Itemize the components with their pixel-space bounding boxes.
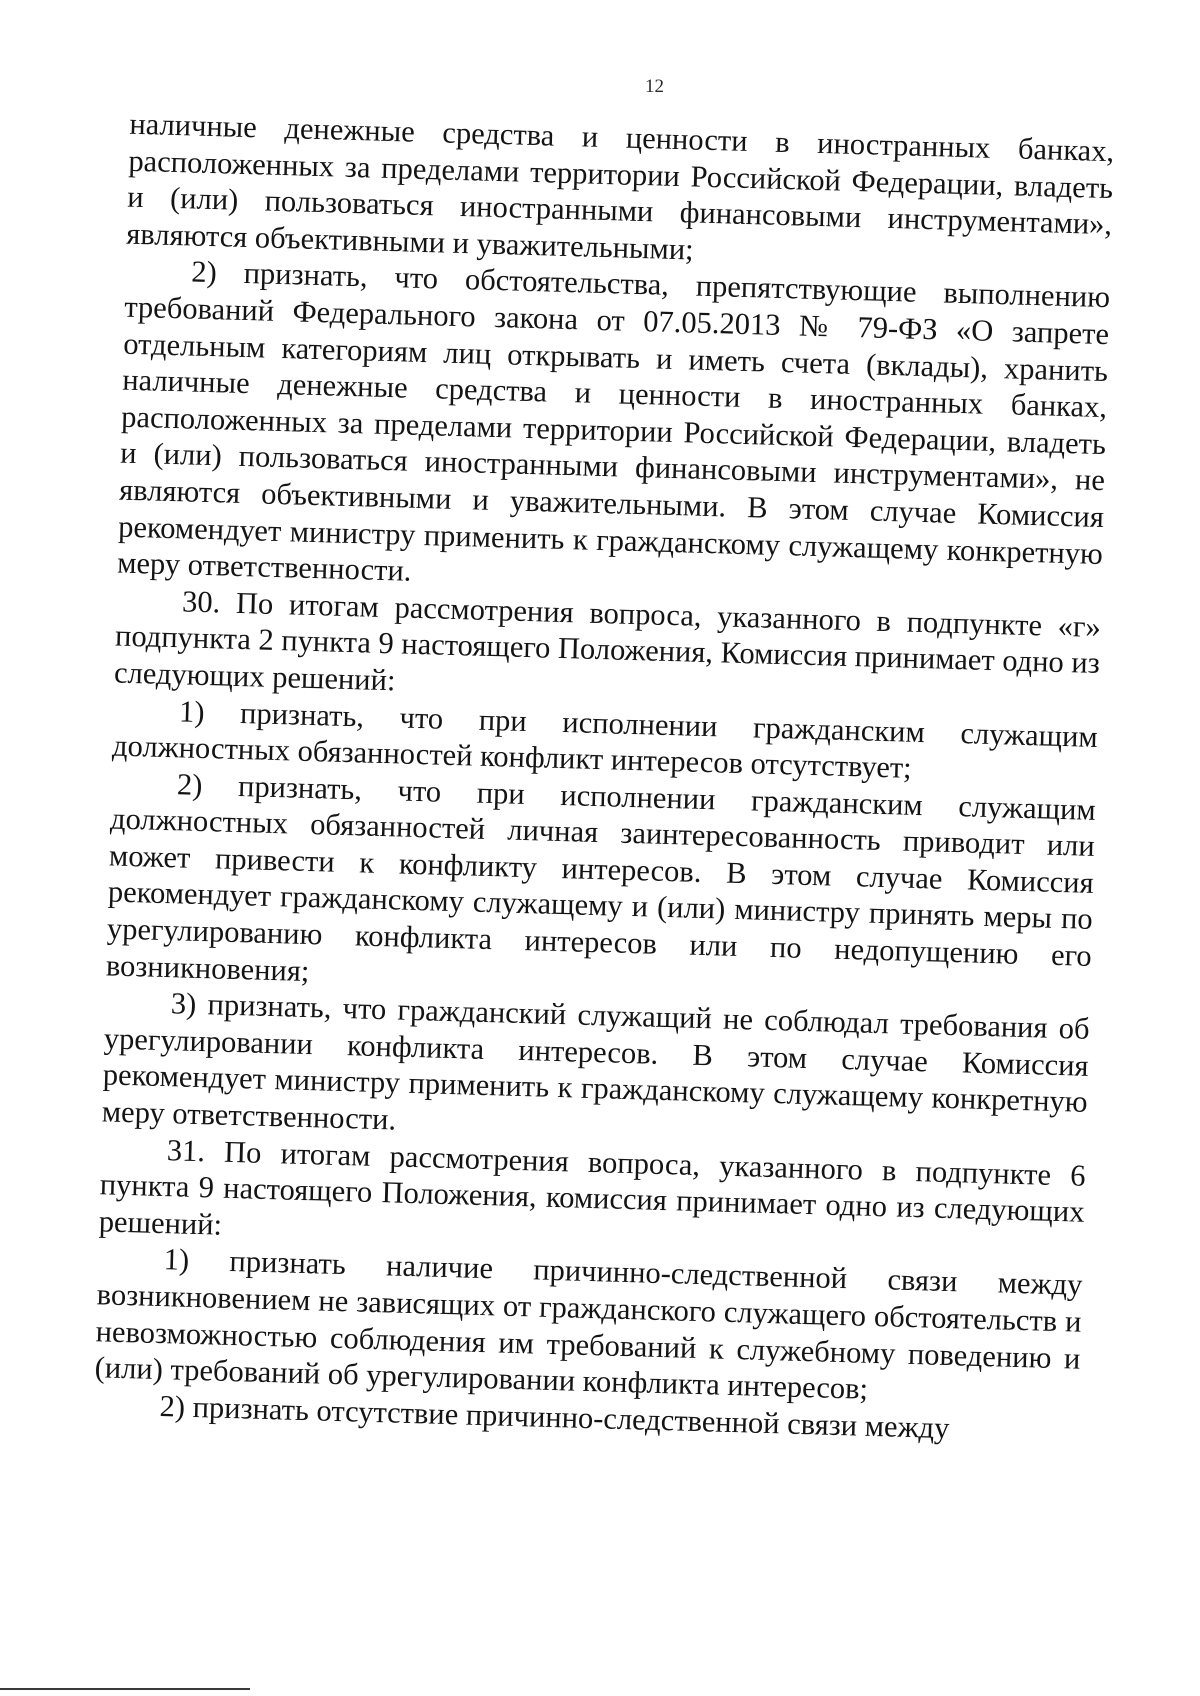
page-number: 12 xyxy=(645,76,664,97)
paragraph-clause-31-item-1: 1) признать наличие причинно-следственной связи между возникновением не зависящих от гражданского служащего обстоятельств и невозможностью соблюдения им требований к служебному поведению и (или) требований об урегулировании конфликта интересов; xyxy=(94,1242,1083,1407)
paragraph-item-2-not-objective: 2) признать, что обстоятельства, препятствующие выполнению требований Федерального закона от 07.05.2013 № 79-ФЗ «О запрете отдельным категориям лиц открывать и иметь счета (вклады), хранить наличные денежные средства и ценности в иностранных банках, расположенных за пределами территории Российской Федерации, владеть и (или) пользоваться иностранными финансовыми инструментами», не являются объективными и уважительными. В этом случае Комиссия рекомендует министру применить к гражданскому служащему конкретную меру ответственности. xyxy=(116,254,1111,588)
footer-rule xyxy=(0,1688,250,1690)
paragraph-clause-30: 30. По итогам рассмотрения вопроса, указанного в подпункте «г» подпункта 2 пункта 9 настоящего Положения, Комиссия принимает одно из следующих решений: xyxy=(113,584,1102,698)
paragraph-clause-30-item-1: 1) признать, что при исполнении гражданским служащим должностных обязанностей конфликт интересов отсутствует; xyxy=(111,693,1099,785)
paragraph-clause-30-item-3: 3) признать, что гражданский служащий не соблюдал требования об урегулировании конфликта интересов. В этом случае Комиссия рекомендует министру применить к гражданскому служащему конкретную меру ответственности. xyxy=(101,986,1091,1137)
document-body xyxy=(93,106,1114,1450)
paragraph-clause-30-item-2: 2) признать, что при исполнении гражданским служащим должностных обязанностей личная заинтересованность приводит или может привести к конфликту интересов. В этом случае Комиссия рекомендует гражданскому служащему и (или) министру принять меры по урегулированию конфликта интересов или по недопущению его возникновения; xyxy=(105,766,1097,988)
paragraph-continuation: наличные денежные средства и ценности в иностранных банках, расположенных за пределами территории Российской Федерации, владеть и (или) пользоваться иностранными финансовыми инструментами», являются объективными и уважительными; xyxy=(125,106,1115,267)
paragraph-clause-31: 31. По итогам рассмотрения вопроса, указанного в подпункте 6 пункта 9 настоящего Положения, комиссия принимает одно из следующих решений: xyxy=(98,1132,1086,1242)
paragraph-clause-31-item-2: 2) признать отсутствие причинно-следственной связи между xyxy=(159,1388,950,1445)
